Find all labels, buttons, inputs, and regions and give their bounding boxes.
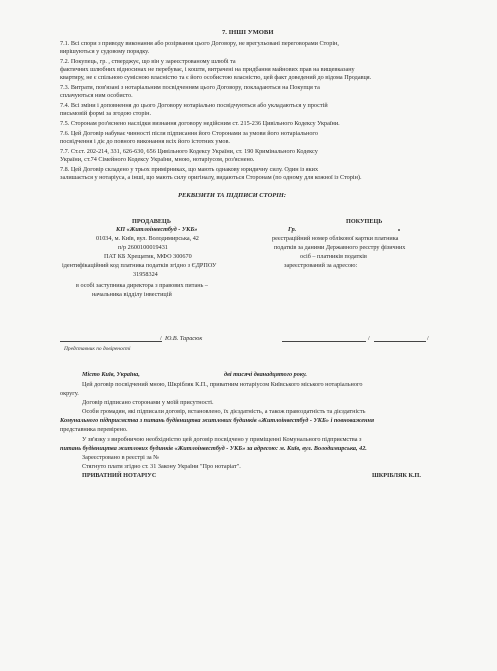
notary-paragraph-2: Договір підписано сторонами у моїй присутності. — [82, 399, 214, 406]
seller-signatory-note: Представник по довіреності — [64, 346, 131, 352]
notary-paragraph-4a: У зв'язку з виробничою необхідністю цей договір посвідчено у приміщенні Комунального підприємства з — [82, 436, 362, 443]
clause-7-2-line-3: квартиру, не є спільною сумісною власністю та є його особистою власністю, цей факт доведений до відома Продавця. — [60, 74, 372, 81]
seller-bank: ПАТ КБ Хрещатик, МФО 300670 — [104, 253, 192, 260]
notary-registry: Зареєстровано в реєстрі за № — [82, 454, 160, 461]
signature-separator: / — [160, 335, 162, 342]
clause-7-2-line-2: фактичних шлюбних відносинах не перебуває, і кошти, витрачені на придбання майнових прав на вищевказану — [60, 66, 355, 73]
notary-signer-title: ПРИВАТНИЙ НОТАРІУС — [82, 472, 157, 479]
clause-7-4-line-1: 7.4. Всі зміни і доповнення до цього Договору нотаріально посвідчуються або укладаються у простій — [60, 102, 328, 109]
clause-7-3-line-1: 7.3. Витрати, пов'язані з нотаріальним посвідченням цього Договору, покладаються на Покупця та — [60, 84, 320, 91]
requisites-heading: РЕКВІЗИТИ ТА ПІДПИСИ СТОРІН: — [178, 192, 286, 199]
clause-7-1-line-1: 7.1. Всі спори з приводу виконання або розірвання цього Договору, не врегульовані переговорами Сторін, — [60, 40, 339, 47]
seller-representative-2: начальника відділу інвестицій — [92, 291, 172, 298]
notary-signer-name: ШКРІБЛЯК К.П. — [372, 472, 421, 479]
seller-account: п/р 2600100019431 — [118, 244, 168, 251]
clause-7-8-line-1: 7.8. Цей Договір складено у трьох примірниках, що мають однакову юридичну силу. Один із яких — [60, 166, 319, 173]
buyer-line-4: зареєстрований за адресою: — [284, 262, 358, 269]
signature-separator: / — [427, 335, 429, 342]
buyer-name: Гр. — [288, 226, 297, 233]
clause-7-4-line-2: письмовій формі за згодою сторін. — [60, 110, 152, 117]
seller-signatory-name: Ю.В. Тарасюк — [165, 335, 203, 342]
buyer-signature-line — [282, 341, 366, 342]
buyer-line-1: реєстраційний номер облікової картки платника — [272, 235, 399, 242]
notary-date: дві тисячі дванадцятого року. — [224, 371, 307, 378]
seller-label: ПРОДАВЕЦЬ — [132, 218, 171, 225]
clause-7-2-line-1: 7.2. Покупець, гр. , стверджує, що він у зареєстрованому шлюбі та — [60, 58, 236, 65]
notary-paragraph-3b: Комунального підприємства з питань будівництва житлових будинків «Житлоінвестбуд - УКБ» і повноваження — [60, 417, 375, 424]
seller-name: КП «Житлоінвестбуд - УКБ» — [116, 226, 198, 233]
clause-7-6-line-2: посвідчення і діє до повного виконання всіх його істотних умов. — [60, 138, 230, 145]
seller-code: 31958324 — [133, 271, 158, 278]
buyer-label: ПОКУПЕЦЬ — [346, 218, 383, 225]
clause-7-3-line-2: сплачуються ним особисто. — [60, 92, 133, 99]
seller-signature-line — [60, 341, 162, 342]
section-title: 7. ІНШІ УМОВИ — [222, 29, 274, 36]
clause-7-7-line-1: 7.7. Ст.ст. 202-214, 331, 626-630, 656 Цивільного Кодексу України, ст. 190 Кримінального Кодексу — [60, 148, 318, 155]
seller-representative-1: в особі заступника директора з правових питань – — [76, 282, 209, 289]
notary-city: Місто Київ, Україна, — [82, 371, 140, 378]
notary-paragraph-1b: округу. — [60, 390, 79, 397]
buyer-line-2: податків за даними Державного реєстру фізичних — [274, 244, 406, 251]
notary-paragraph-3c: представника перевірено. — [60, 426, 128, 433]
clause-7-7-line-2: України, ст.74 Сімейного Кодексу України, мною, нотаріусом, роз'яснено. — [60, 156, 255, 163]
signature-separator: / — [368, 335, 370, 342]
clause-7-6-line-1: 7.6. Цей Договір набуває чинності після підписання його Сторонами за умови його нотаріального — [60, 130, 318, 137]
notary-paragraph-4b: питань будівництва житлових будинків «Житлоінвестбуд - УКБ» за адресою: м. Київ, вул. Володимирська, 42. — [60, 445, 367, 452]
buyer-name-line — [374, 341, 426, 342]
clause-7-8-line-2: залишається у нотаріуса, а інші, що мають силу оригіналу, видаються Сторонам (по одному для кожної із Сторін). — [60, 174, 362, 181]
notary-fee: Стягнуто плати згідно ст. 31 Закону України "Про нотаріат". — [82, 463, 241, 470]
clause-7-5-line-1: 7.5. Сторонам роз'яснено наслідки визнання договору недійсним ст. 215-236 Цивільного Кодексу України. — [60, 120, 340, 127]
buyer-line-3: осіб – платників податків — [300, 253, 367, 260]
seller-address: 01034, м. Київ, вул. Володимирська, 42 — [96, 235, 199, 242]
notary-paragraph-3a: Особи громадян, які підписали договір, встановлено, їх дієздатність, а також правоздатність та дієздатність — [82, 408, 366, 415]
clause-7-1-line-2: вирішуються у судовому порядку. — [60, 48, 150, 55]
notary-paragraph-1a: Цей договір посвідчений мною, Шкрібляк К.П., приватним нотаріусом Київського міського нотаріального — [82, 381, 363, 388]
ink-mark — [398, 229, 400, 231]
seller-code-label: ідентифікаційний код платника податків згідно з ЄДРПОУ — [62, 262, 217, 269]
